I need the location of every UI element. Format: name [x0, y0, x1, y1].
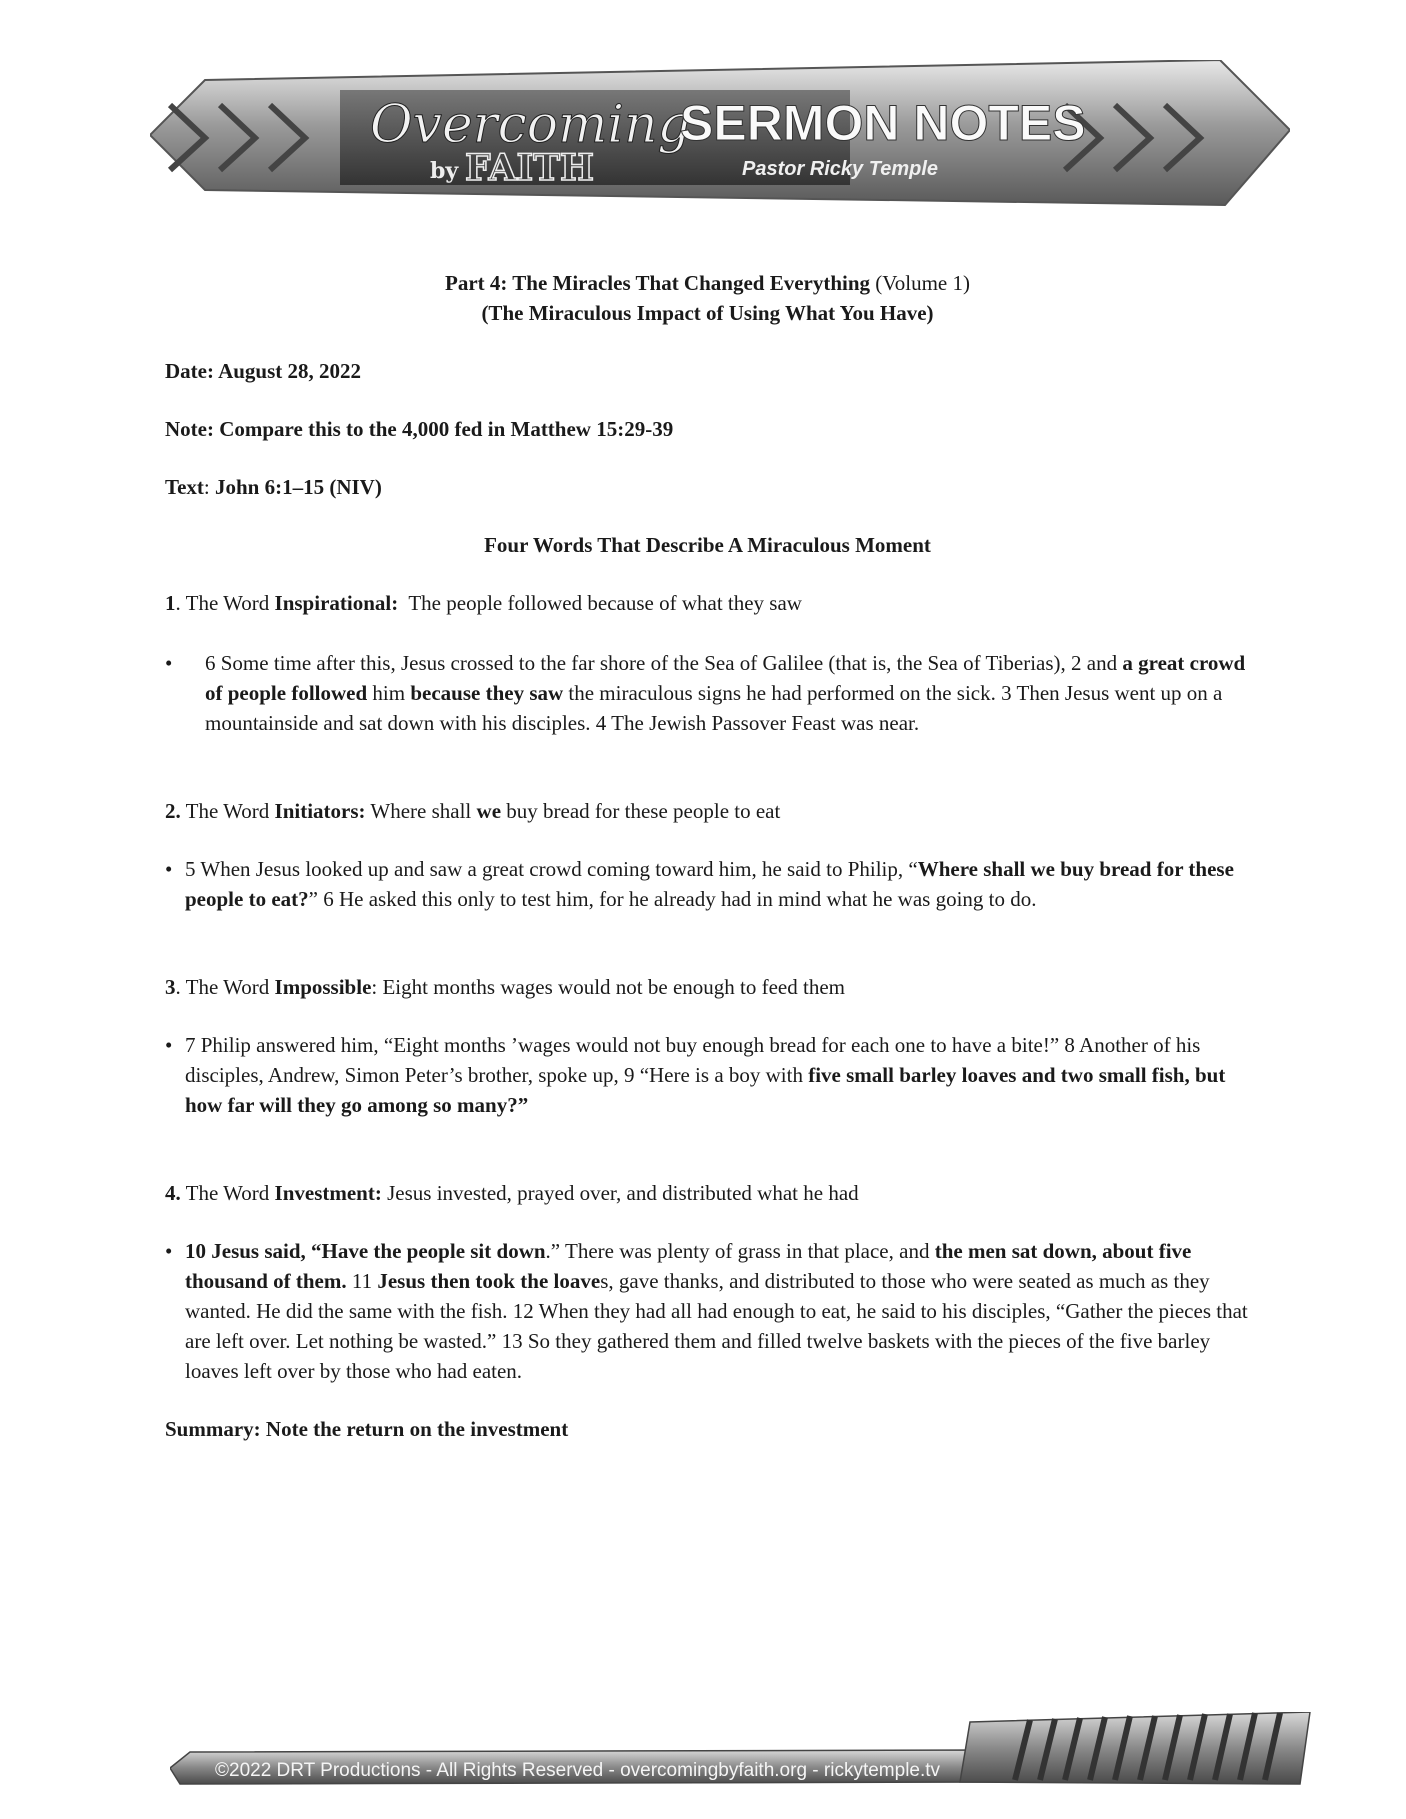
summary: Summary: Note the return on the investment [165, 1417, 569, 1441]
logo-by: by [430, 158, 459, 184]
section-heading: Four Words That Describe A Miraculous Moment [484, 533, 931, 557]
point-4-verse: • 10 Jesus said, “Have the people sit down.” There was plenty of grass in that place, and the men sat down, about five thousand of them. 11 Jesus then took the loaves, gave thanks, and distributed to those who were seated as much as they wanted. He did the same with the fish. 12 When they had all had enough to eat, he said to his disciples, “Gather the pieces that are left over. Let nothing be wasted.” 13 So they gathered them and filled twelve baskets with the pieces of the five barley loaves left over by those who had eaten. [165, 1239, 1248, 1383]
point-2-verse: • 5 When Jesus looked up and saw a great crowd coming toward him, he said to Philip, “Where shall we buy bread for these people to eat?” 6 He asked this only to test him, for he already had in mind what he was going to do. [165, 857, 1234, 911]
scripture-text: Text: John 6:1–15 (NIV) [165, 475, 382, 499]
sermon-subtitle: (The Miraculous Impact of Using What You Have) [481, 301, 934, 325]
point-3-verse: • 7 Philip answered him, “Eight months ’wages would not buy enough bread for each one to have a bite!” 8 Another of his disciples, Andrew, Simon Peter’s brother, spoke up, 9 “Here is a boy with five small barley loaves and two small fish, but how far will they go among so many?” [165, 1033, 1226, 1117]
sermon-note: Note: Compare this to the 4,000 fed in Matthew 15:29-39 [165, 417, 674, 441]
sermon-title: Part 4: The Miracles That Changed Everything (Volume 1) [445, 271, 970, 295]
point-4-heading: 4. The Word Investment: Jesus invested, prayed over, and distributed what he had [165, 1181, 859, 1205]
banner-title: SERMON NOTES [680, 95, 1086, 151]
logo-overcoming: Overcoming [370, 95, 691, 155]
logo-faith: FAITH [465, 147, 595, 189]
footer-banner [170, 1712, 1315, 1787]
point-2-heading: 2. The Word Initiators: Where shall we buy bread for these people to eat [165, 799, 781, 823]
point-1-verse: • 6 Some time after this, Jesus crossed to the far shore of the Sea of Galilee (that is, the Sea of Tiberias), 2 and a great crowd of people followed him because they saw the miraculous signs he had performed on the sick. 3 Then Jesus went up on a mountainside and sat down with his disciples. 4 The Jewish Passover Feast was near. [165, 651, 1246, 735]
footer-copyright: ©2022 DRT Productions - All Rights Reserved - overcomingbyfaith.org - rickytemple.tv [215, 1760, 941, 1781]
point-3-heading: 3. The Word Impossible: Eight months wages would not be enough to feed them [165, 975, 845, 999]
sermon-date: Date: August 28, 2022 [165, 359, 362, 383]
sermon-notes [165, 268, 1250, 1444]
banner-subtitle: Pastor Ricky Temple [742, 158, 939, 180]
header-banner [150, 60, 1290, 210]
point-1-heading: 1. The Word Inspirational: The people followed because of what they saw [165, 591, 802, 615]
